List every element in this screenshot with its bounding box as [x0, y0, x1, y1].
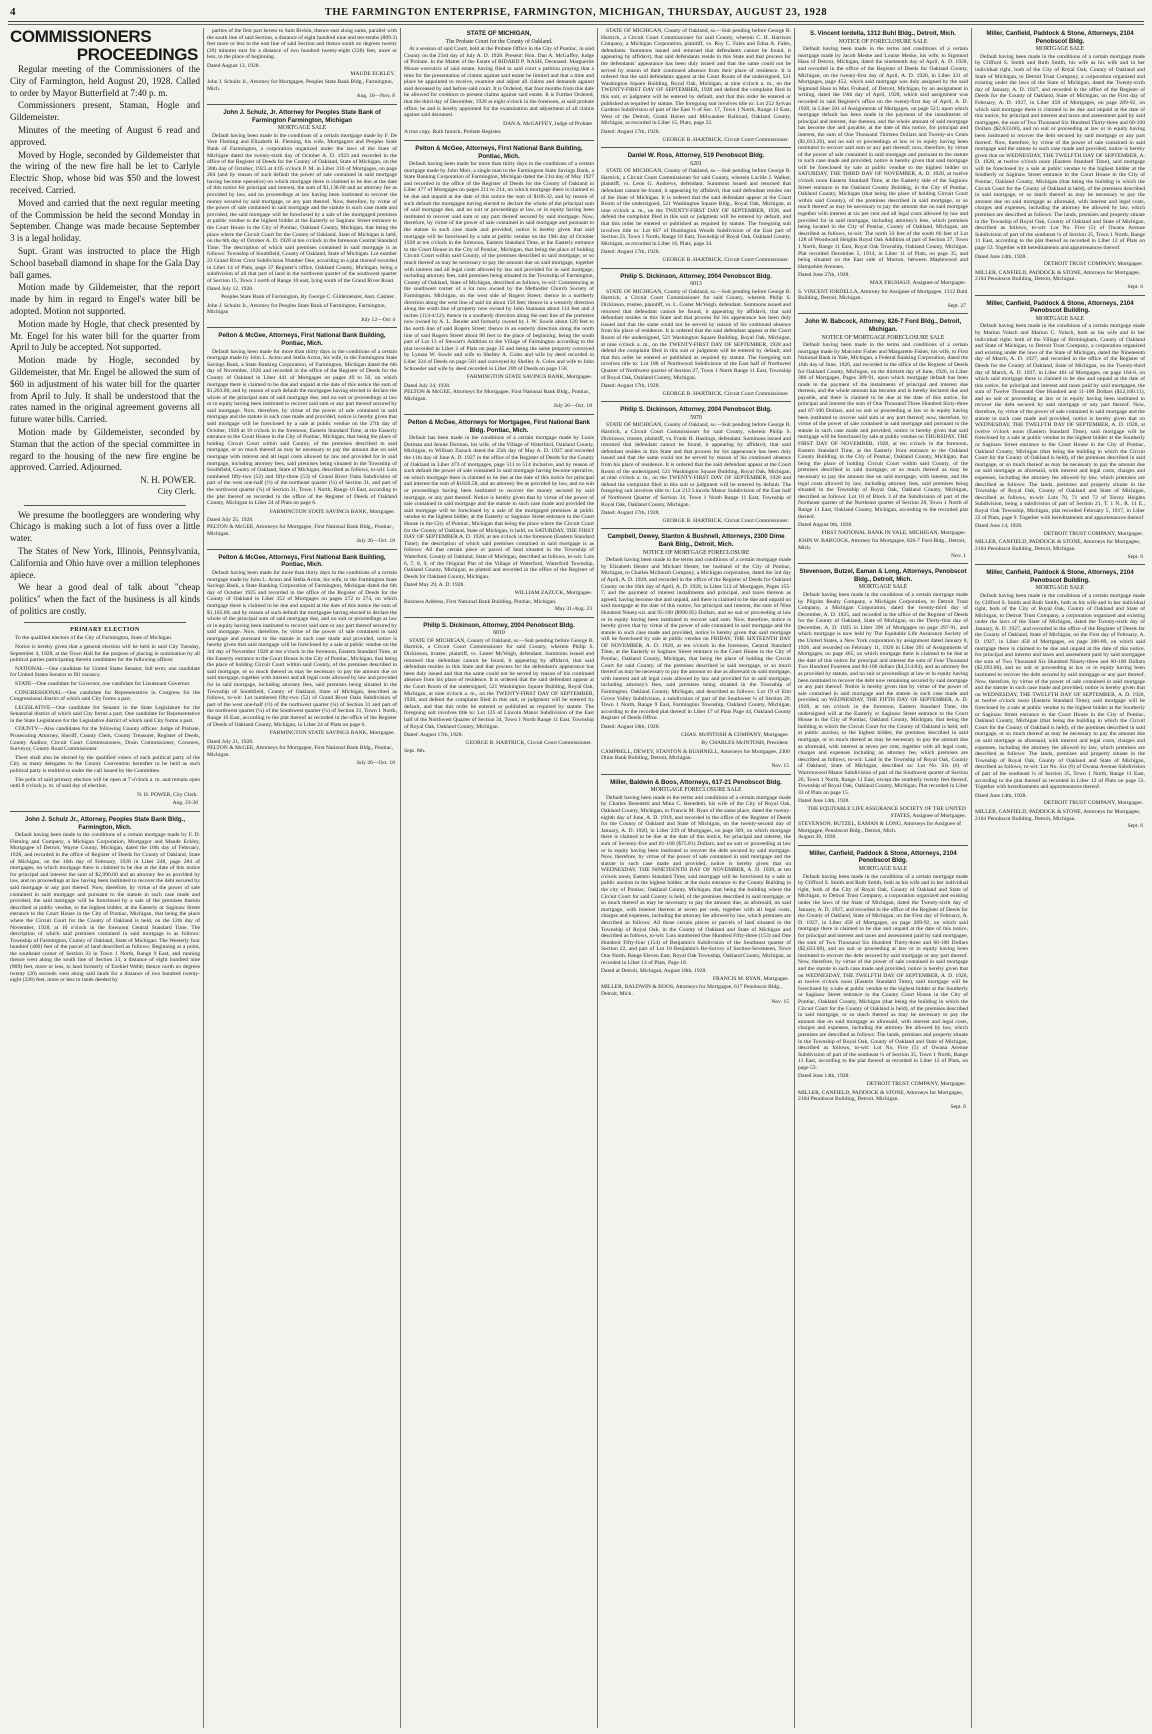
run-dates: July 12—Oct 4: [360, 316, 395, 323]
notice-attorney: John J. Schultz Jr., Attorney for Peoples State Bank of Farmington, Farmington, Michigan: [207, 302, 386, 316]
divider: [207, 549, 397, 550]
column-4: [601, 28, 791, 1728]
notice-title: NOTICE OF MORTGAGE FORECLOSURE: [642, 549, 750, 556]
notice-body: Default having been made in the conditions of a certain mortgage made by F. D. Fleming and Company, a Michigan Corporation, Mortgagor and Maude Eckley, Mortgagee of Detroit, Wayne County, Michigan, dated the 10th day of February, 1928, and recorded in the office of Register of Deeds for County of Oakland, State of Michigan, on the 16th day of February, 1928 in Liber 248, page 284 of mortgages, on which mortgage there is claimed to be due at the date of this notice for principal and interest the sum of $2,990.60 and an attorney fee as provided by law, and no proceedings at law having been instituted to recover the debt secured by said mortgage or any part thereof. Now, therefore, by virtue of the power of sale contained in said mortgage and pursuant to the statute in such case made and provided, the said mortgage will be foreclosed by a sale of the premises therein described at public vendue, to the highest bidder, at the Easterly or Saginaw Street entrance to the Court House in the City of Pontiac, Michigan, that being the place where the Circuit Court for the County of Oakland is held, on the 12th day of November, 1928, at 10 o'clock in the forenoon Central Standard Time. The description of which said premises contained in said mortgage is as follows: Township of Farmington, County of Oakland, State of Michigan: The Westerly four hundred (400) feet of the parcel of land described as follows: Beginning at a point, the southeast corner of Section 33 in Town 1 North, Range 9 East, and running thence west along the south line of Section 33, a distance of eight hundred nine (809) feet, more or less, to land formerly of Ezekiel Webb; thence north no degrees twenty (20) seconds west along said lands for a distance of two hundred twenty-eight (228) feet, more or less to lands deeded by: [10, 832, 200, 984]
divider: [207, 327, 397, 328]
notice-body: Default having been made for more than thirty days in the conditions of a certain mortgage made by John Moir, a single man to the Farmington State Savings Bank, a State Banking Corporation of Farmington, Michigan dated the 21st day of May 1927 and recorded in the office of the Register of Deeds for the County of Oakland in Liber 477 of Mortgages on pages 211 to 214, on which mortgage there is claimed to be due and unpaid at the date of this notice the sum of $166.32, and by reason of such default the mortgagee having elected to declare the whole of the principal sum of said mortgage due, and no suit or proceedings at law, or in equity having been instituted to recover said sum or any part thereof secured by said mortgage. Now, therefore, by virtue of the power of sale contained in said mortgage and pursuant to the statute in such case made and provided, notice is hereby given that said mortgage will be foreclosed by a sale at public vendue on the 19th day of October 1928 at ten o'clock in the forenoon, Eastern Standard Time, at the Easterly entrance to the Court House in the City of Pontiac, Michigan, that being the place of holding Circuit Court within said County, of the premises described in said mortgage, or so much thereof as may be necessary to pay the amount due on said mortgage, together with interest and all legal costs allowed by law and provided for in said mortgage, including attorney fees, said premises being situated in the Township of Farmington, County of Oakland, State of Michigan, described as follows, to-wit: Commencing at the southwest corner of a lot now owned by the Methodist Church Society of Farmington, Michigan, on the west side of Rogers Street; thence in a northerly direction along the west line of said lot about 150 feet; thence in a westerly direction along the south line of property now owned by John Stamann about 114 feet and 4 inches (114-4/12); thence in a southerly direction along the east line of the premises now owned by A. L. Beuder and formerly owned by J. W. Sowle about 120 feet to the north line of said Rogers Street; thence in an easterly direction along the north line of said Rogers Street about 98 feet to the place of beginning, being the south part of Lot 13 of Stewart's Addition to the Village of Farmington according to the plat recorded in Liber 2 of Plats on page 35 and being the same property conveyed by Lyman W. Sowle and wife to Shelley A. Coles and wife by deed recorded in Liber 324 of Deeds on page 581 and conveyed by Shelley A. Coles and wife to John Schroeder and wife by deed recorded in Liber 289 of Deeds on page 158.: [404, 161, 594, 372]
notice-signer: MAUDE ECKLEY.: [350, 70, 395, 77]
notice-body: Default having been made for more than thirty days in the conditions of a certain mortgage made by John L. Acton and Stella Acton, his wife, to the Farmington State Savings Bank, a State Banking Corporation of Farmington, Michigan dated the 6th day of October 1925 and recorded in the office of the Register of Deeds for the County of Oakland in Liber 352 of Mortgages on pages 272 to 274, on which mortgage there is claimed to be due and unpaid at the date of this notice the sum of $1,105.00, and by reason of such default the mortgagee having elected to declare the whole of the principal sum of said mortgage due, and no suit or proceedings at law or in equity having been instituted to recover said sum or any part thereof secured by said mortgage. Now, therefore, by virtue of the power of sale contained in said mortgage and pursuant to the statute in such case made and provided, notice is hereby given that said mortgage will be foreclosed by a sale at public vendue on the 3rd day of November 1928 at ten o'clock in the forenoon, Eastern Standard Time, at the Easterly entrance to the Court House in the City of Pontiac, Michigan, that being the place of holding Circuit Court within said County, of the premises described in said mortgage, or so much thereof as may be necessary to pay the amount due on said mortgage, together with interest and all legal costs allowed by law and provided for in said mortgage, including attorney fees, said premises being situated in the Township of Southfield, County of Oakland, State of Michigan, described as follows, to-wit: Lot numbered fifty-two (52) of Grand River Oaks Subdivision of part of the west one-half (½) of the northwest quarter (¼) of Section 31 and part of the northwest quarter (¼) of the Southwest quarter (¼) of Section 31, Town 1 North, Range 10 East, according to the plat thereof as recorded in the office of the Register of Deeds of Oakland County, Michigan, in Liber 24 of Plats on page 6.: [207, 569, 397, 728]
masthead-rule: [8, 24, 1144, 25]
run-dates: Nov. 1: [951, 552, 966, 559]
run-dates: Sept. 6: [1127, 283, 1143, 290]
column-rule: [203, 28, 204, 1728]
notice-attorney: PELTON & McGEE, Attorneys for Mortgagee, First National Bank Bldg., Pontiac, Michigan.: [404, 389, 590, 402]
notice-heading: Miller, Canfield, Paddock & Stone, Attorneys, 2104 Penobscot Bldg.: [986, 30, 1134, 45]
notice-heading: Philip S. Dickinson, Attorney, 2004 Penobscot Bldg.: [620, 406, 772, 414]
notice-signer: FARMINGTON STATE SAVINGS BANK, Mortgagee.: [269, 508, 395, 515]
notice-signer: DETROIT TRUST COMPANY, Mortgagee.: [1043, 800, 1143, 807]
notice-attorney: CAMPBELL, DEWEY, STANTON & BUSHNELL, Attorneys for Mortgagee, 2300 Dime Bank Building, Detroit, Michigan.: [601, 748, 790, 762]
divider: [404, 414, 594, 415]
column-2: [207, 28, 397, 1728]
notice-signer: DETROIT TRUST COMPANY, Mortgagee.: [1043, 261, 1143, 268]
election-paragraph: Notice is hereby given that a general election will be held in said City Tuesday, September 4, 1928, at the Town Hall for the purpose of placing in nomination by all political parties participating therein candidates for the following offices:: [10, 643, 200, 664]
notice-dated: Dated July 21, 1928.: [207, 738, 254, 745]
notice-dated: Dated: August 17th, 1928.: [601, 383, 660, 390]
divider: [24, 622, 186, 623]
notice-body: STATE OF MICHIGAN, County of Oakland, ss.—Suit pending before George B. Hartrick, a Circuit Court Commissioner for said County, wherein Lucille J. Walker, plaintiff, vs. Leon G. Andrews, defendant. Summons issued and returned that defendant cannot be found, it appearing by affidavit, that said defendant resides out of the State of Michigan. It is ordered that the said defendant appear at the Court Room of the undersigned, 521 Washington Square Bldg., Royal Oak, Michigan, at nine o'clock a. m., on the TWENTY-FIRST DAY OF SEPTEMBER, 1928, and defend the complaint filed in this suit or judgment will be entered by default, and that this order be entered or published as required by statute. The foregoing suit involves title to: Lot 667 of Huntington Woods Subdivision of the East part of Section 23, Town 1 North, Range 10 East, Township of Royal Oak, Oakland County, Michigan, as recorded in Liber 16, Plats, page 34.: [601, 168, 791, 247]
election-paragraph: STATE—One candidate for Governor, one candidate for Lieutenant Governor.: [15, 680, 191, 687]
election-heading: PRIMARY ELECTION: [70, 626, 140, 633]
notice-body: STATE OF MICHIGAN, County of Oakland, ss.—Suit pending before George B. Hartrick, a Circuit Court Commissioner for said County, wherein Philip S. Dickinson, trustee, plaintiff, vs. Lester McVeigh, defendant. Summons issued and returned that defendant cannot be found, it appearing by affidavit, that said defendant resides in this State and that process for the defendant's appearance has been duly issued and that the same could not be served by reason of his continued absence from his place of residence. It is ordered that the said defendant appear at the Court Room of the undersigned, 521 Washington Square Building, Royal Oak, Michigan, at nine o'clock a. m., on the TWENTY-FIRST DAY OF SEPTEMBER, 1928, and defend the complaint filed in this suit, or judgment will be entered by default, and that this order be entered or published as required by statute. The foregoing suit involves title to: Lot 125 of Lincoln Manor Subdivision of the East half of the Northwest Quarter of Section 34, Town 1 North Range 11 East, Township of Royal Oak, Oakland County, Michigan.: [404, 637, 594, 730]
proceedings-paragraph: Supt. Grant was instructed to place the High School baseball diamond in shape for the Gala Day ball games.: [10, 245, 200, 280]
proceedings-paragraph: Commissioners present, Staman, Hogle and Gildemeister.: [10, 100, 200, 123]
notice-signer: FIRST NATIONAL BANK IN YALE, MICHIGAN, Mortgagee.: [821, 529, 966, 536]
divider: [798, 845, 968, 846]
divider: [601, 147, 791, 148]
notice-dated: Dated June 14th, 1928.: [798, 798, 850, 805]
column-rule: [400, 28, 401, 1728]
notice-signer: GEORGE B. HARTRICK, Circuit Court Commissioner.: [662, 517, 789, 524]
column-rule: [597, 28, 598, 1728]
run-dates: May 31-Aug. 23: [554, 606, 592, 613]
editorial-paragraph: We presume the bootleggers are wondering why Chicago is making such a lot of fuss over a little water.: [10, 509, 200, 544]
notice-body: At a session of said Court, held at the Probate Office in the City of Pontiac, in said County on the 23rd day of July A. D. 1928. Present: Hon. Dan A. McGaffey, Judge of Probate. In the Matter of the Estate of RIDARD P. NASH, Deceased. Marguerite Moore executrix of said estate, having filed in said court a petition praying that a time for the presentation of claims against said estate be limited and that a time and place be appointed to receive, examine and adjust all claims and demands against said deceased by and before said court. It is Ordered, that four months from this date be allowed for creditors to present claims against said estate. It is Further Ordered, that the third day of December, 1928 at eight o'clock in the forenoon, at said probate office, be and is hereby appointed for the examination and adjustment of all claims against said deceased.: [404, 46, 594, 119]
notice-heading: Pelton & McGee, Attorneys, First National Bank Building, Pontiac, Mich.: [415, 144, 583, 160]
run-dates: Sept. 6: [1127, 823, 1143, 830]
notice-heading: Philip S. Dickinson, Attorney, 2004 Penobscot Bldg.: [423, 621, 575, 629]
run-dates: Aug. 23-30: [172, 800, 198, 807]
notice-body: Default having been made for more than thirty days in the conditions of a certain mortgage made by John L. Acton and Stella Acton, his wife, to the Farmington State Savings Bank, a State Banking Corporation, of Farmington, Michigan dated the 6th day of November, 1926 and recorded in the office of the Register of Deeds for the County of Oakland in Liber 441 of Mortgages on pages 49 to 50, on which mortgage there is claimed to be due and unpaid at the date of this notice the sum of $1,203.00, and by reason of such default the mortgagee having elected to declare the whole of the principal sum of said mortgage due, and no suit or proceedings at law or in equity having been instituted to recover said sum or any part thereof secured by said mortgage. Now, therefore, by virtue of the power of sale contained in said mortgage and the statute in such case made and provided, notice is hereby given that said mortgage will be foreclosed by a sale at public vendue on the 27th day of October, 1928 at 10 o'clock in the forenoon, Eastern Standard Time, at the Easterly entrance to the Court House in the City of Pontiac, Michigan, that being the place of holding Circuit Court within said County, of the premises described in said mortgage, or so much thereof as may be necessary to pay the amount due on said mortgage with interest and all legal costs allowed by law and provided for in said mortgage, including attorney fees, said premises being situated in the Township of Southfield, County of Oakland, State of Michigan, described as follows, to-wit: Lots numbered fifty-two (52) and fifty-three (53) of Grand River Oaks Subdivision of part of the west one-half (½) of the northeast quarter (¼) of Section 31, and part of the northwest quarter (¼) of Section 31, Town 1 North, Range 10 East, according to the plat thereof as recorded in the office of the Register of Deeds of Oakland County, Michigan in Liber 24 of Plats on page 6.: [207, 348, 397, 507]
notice-attorney: JOHN W. BABCOCK, Attorney for Mortgagee, 826-7 Ford Bldg., Detroit, Mich.: [798, 538, 966, 551]
notice-signer: DETROIT TRUST COMPANY, Mortgagee.: [866, 1081, 966, 1088]
proceedings-paragraph: Moved and carried that the next regular meeting of the Commission be held the second Monday in September. Change was made because September 3 is a legal holiday.: [10, 197, 200, 244]
run-dates: July 26—Oct. 18: [553, 403, 592, 410]
masthead: [8, 4, 1144, 22]
notice-body: Default having been made in the conditions of a certain mortgage made by F. De Vere Fleming and Elizabeth H. Fleming, his wife, Mortgagors and Peoples State Bank of Farmington, a corporation organized under the laws of the State of Michigan dated the twenty-sixth day of October A. D. 1923 and recorded in the office of the Register of Deeds for the County of Oakland, State of Michigan, on the 30th day of October, 1923 at 4:05 o'clock P. M. in Liber 316 of Mortgages, on page 204 (and by reason of such default the power of sale contained in said mortgage having become operative) on which mortgage there is claimed to be due at the date of this notice for principal and interest, the sum of $1,138.60 and an attorney fee as provided by law, and no proceedings at law having been instituted to recover the money secured by said mortgage, or any part thereof. Now, therefore, by virtue of the power of sale contained in said mortgage and the statute in such case made and provided, the said mortgage will be foreclosed by a sale of the mortgaged premises at public vendue to the highest bidder at the Easterly or Saginaw Street entrance to the Court House in the City of Pontiac, Oakland County, Michigan, that being the place where the Circuit Court for the County of Oakland, State of Michigan is held, on the 6th day of October A. D. 1928 at ten o'clock in the forenoon Central Standard Time. The description of which said premises contained in said mortgage is as follows: Township of Southfield, County of Oakland, State of Michigan. Lot number 23 Grand River Crest Subdivision Number One, according to a plat thereof recorded in Liber 14 of Plats, page 37 Register's office, Oakland County, Michigan, being a subdivision of all that part of land in the northwest quarter of the southwest quarter of Section 15, Town 1 north of Range 10 east, lying south of the Grand River Road.: [207, 132, 397, 284]
notice-body: Default has been made in the conditions of a certain mortgage made by Louis Dorman and Jennie Dorman, his wife, of the Village of Waterford, Oakland County, Michigan, to William Zazuck dated the 25th day of May A. D. 1927 and recorded the 11th day of June A. D. 1927 in the office of the Register of Deeds for the County of Oakland in Liber 473 of mortgages, page 511 to 514 inclusive, and by reason of such default the power of sale contained in said mortgage having become operative, on which mortgage there is claimed to be due at the date of this notice for principal and interest the sum of $1826.58, and an attorney fee as provided by law, and no suit or proceedings having been instituted to recover the money secured by said mortgage, or any part thereof. Notice is hereby given that by virtue of the power of sale contained in said mortgage and the statute in such case made and provided the said mortgage will be foreclosed by a sale of the mortgaged premises at public vendue to the highest bidder, at the Easterly or Saginaw Street entrance to the Court House in the City of Pontiac, Michigan that being the place where the Circuit Court for the County of Oakland, State of Michigan, is held, on SATURDAY, THE FIRST DAY OF SEPTEMBER A. D. 1928, at ten o'clock in the forenoon (Eastern Standard Time); the description of which said premises contained in said mortgage is as follows: All that certain piece or parcel of land situated in the Township of Waterford, County of Oakland, State of Michigan, described as follows, to-wit: Lots 6, 7, 8, 9, of the Original Plat of the Village of Waterford, Waterford Township, Oakland County, Michigan, as platted and recorded in the office of the Register of Deeds for Oakland County, Michigan.: [404, 435, 594, 580]
notice-signer: CHAS. McINTOSH & COMPANY, Mortgagee.: [681, 731, 789, 738]
notice-heading: John J. Schulz Jr., Attorney, Peoples State Bank Bldg., Farmington, Mich.: [24, 816, 186, 831]
notice-attorney: Business Address, First National Bank Building, Pontiac, Michigan.: [404, 598, 557, 605]
notice-dated: Dated June 14th, 1928.: [798, 1073, 850, 1080]
notice-heading: John W. Babcock, Attorney, 826-7 Ford Bldg., Detroit, Michigan.: [804, 318, 962, 333]
notice-dated: Dated at Detroit, Michigan, August 18th, 1928.: [601, 968, 707, 975]
notice-signer: Peoples State Bank of Farmington, By George C. Gildemeister, Asst. Cashier.: [221, 293, 395, 300]
notice-dated: Dated June 14th, 1928.: [975, 253, 1027, 260]
notice-title: MORTGAGE SALE: [1035, 585, 1085, 592]
notice-attorney: MILLER, CANFIELD, PADDOCK & STONE, Attorneys for Mortgagee, 2104 Penobscot Building, Detroit, Michigan.: [975, 808, 1141, 822]
column-1: [10, 28, 200, 1728]
election-paragraph: To the qualified electors of the City of Farmington, State of Michigan.: [15, 635, 173, 642]
column-rule: [971, 28, 972, 1728]
notice-body: Default having been made in the terms and conditions of a certain mortgage made by Charles Benedetti and Mina C. Benedetti, his wife of the City of Royal Oak, Oakland County, Michigan, to Francis M. Ryan of the same place, dated the twenty-eighth day of June, A. D. 1919, and recorded in the office of the Register of Deeds for the County of Oakland and State of Michigan, on the twenty-second day of January, A. D. 1920, in Liber 239 of Mortgages, on page 309, on which mortgage there is claimed to be due at the date of this notice, for principal and interest, the sum of Seventy-five and 81-100 ($75.81) Dollars, and no suit or proceeding at law or in equity having been instituted to recover the debt secured by said mortgage. Now, therefore, by virtue of the power of sale contained in said mortgage and the statute in such case made and provided, notice is hereby given that on WEDNESDAY, THE NINETEENTH DAY OF NOVEMBER, A. D. 1928, at ten o'clock noon, Eastern Standard Time, said mortgage will be foreclosed by a sale at public auction to the highest bidder, at the main entrance to the County Building in the city of Pontiac, Oakland County, Michigan, that being the building where the Circuit Court for said County is held, of the premises described in said mortgage, or so much thereof as may be necessary to pay the amount due, as aforesaid, on said mortgage, with interest thereon at seven per cent, together with all legal costs, charges and expenses, including the attorney fee allowed by law, which premises are described as follows: All those certain pieces or parcels of land situated in the Township of Royal Oak, in the County of Oakland and State of Michigan and described as follows, to-wit: Lots numbered One Hundred Fifty-three (153) and One Hundred Fifty-four (154) of Benjamin's Subdivision of the Southeast quarter of Section 22, and part of Lot 10 Benjamin's Re-Survey of Section-Seventeen, Town One North, Range Eleven East, Royal Oak Township, Oakland County, Michigan, as recorded in Liber 14 of Plats, Page 18.: [601, 794, 791, 966]
divider: [10, 811, 200, 812]
notice-subheading: The Probate Court for the County of Oakland.: [445, 38, 553, 45]
notice-heading: Campbell, Dewey, Stanton & Bushnell, Attorneys, 2300 Dime Bank Bldg., Detroit, Mich.: [607, 533, 785, 548]
run-dates: July 26—Oct. 18: [356, 759, 395, 766]
notice-body: Default having been made in the terms and conditions of a certain mortgage made by Malcolm Fisher and Margarette Fisher, his wife, to First National Bank in Yale, Michigan, a Federal Banking Corporation, dated the 16th day of June, 1926, and recorded in the office of the Register of Deeds for Oakland County, Michigan, on the thirtieth day of June, 1926, in Liber 386 of Mortgages, Pages 389-91, upon which mortgage default has been made in the payment of the instalments of principal and interest due thereon, and the whole amount has become and is hereby declared due and payable, and there is claimed to be due at the date of this notice, for principal and interest the sum of One Thousand Three Hundred Sixty-three and 67-100 Dollars, and no suit or proceeding at law or in equity having been instituted to recover said sum or any part thereof; now, therefore, by virtue of the power of sale contained in said mortgage and pursuant to the statute in such case made and provided, notice is hereby given that said mortgage will be foreclosed by sale at public vendue on THURSDAY, THE FIRST DAY OF NOVEMBER, 1928, at ten o'clock in the forenoon, Eastern Standard Time, at the Easterly front entrance to the Oakland County Building, in the City of Pontiac, Oakland County, Michigan, that being the place of holding Circuit Court within said County, of the premises described in said mortgage, or so much thereof as may be necessary to pay the amount due on said mortgage, with interest, and the legal costs allowed by law, including attorney fees, said premises being situated in the Township of Royal Oak, Oakland County, Michigan, described as follows: Lot 10 of Block 3 of the Subdivision of part of the Northeast quarter of the Northeast quarter of Section 28, Town 1 North of Range 11 East, Oakland County, Michigan, according to the recorded plat thereof.: [798, 342, 968, 520]
divider: [404, 140, 594, 141]
notice-title: NOTICE OF FORECLOSURE SALE: [838, 38, 928, 45]
notice-heading: Daniel W. Ross, Attorney, 519 Penobscot Bldg.: [627, 152, 765, 160]
election-paragraph: LEGISLATIVE—One candidate for Senator in the State Legislature for the Senatorial district of which said City forms a part. One candidate for Representative in the State Legislature for the Legislative district of which said City forms a part.: [10, 704, 200, 724]
notice-dated: Dated: August 17th, 1928.: [601, 249, 660, 256]
notice-signer: GEORGE B. HARTRICK, Circuit Court Commissioner.: [662, 257, 789, 263]
notice-heading: STATE OF MICHIGAN,: [466, 30, 532, 37]
notice-body: Default having been made in the conditions of a certain mortgage made by Clifford S. Smith and Ruth Smith, both as his wife and in her individual right, both of the City of Royal Oak, County of Oakland and State of Michigan, to Detroit Trust Company, a corporation organized and existing under the laws of the State of Michigan, dated the Twenty-sixth day of January, A. D. 1927, and recorded in the office of the Register of Deeds for the County of Oakland, State of Michigan, on the First day of February, A. D. 1927, in Liber 458 of Mortgages, on page 289-92, on which said mortgage there is claimed to be due and unpaid at the date of this notice, for principal and interest and taxes and assessment paid by said mortgagee, the sum of Two Thousand Six Hundred Thirty-three and 60-100 Dollars ($2,633.60), and no suit or proceeding at law or in equity having been instituted to recover the debt secured by said mortgage or any part thereof. Now, therefore, by virtue of the power of sale contained in said mortgage and the statute in such case made and provided, notice is hereby given that on WEDNESDAY, THE TWELFTH DAY OF SEPTEMBER, A. D. 1928, at twelve o'clock noon (Eastern Standard Time), said mortgage will be foreclosed by a sale at public vendue to the highest bidder at the Southerly or Saginaw Street entrance to the County Court House in the City of Pontiac, Oakland County, Michigan (that being the building in which the Circuit Court for the County of Oakland is held), of the premises described in said mortgage, or so much thereof as may be necessary to pay the amount due on said mortgage as aforesaid, with interest and legal costs, charges and expenses, including the attorney fee allowed by law, which premises are described as follows: The lands, premises and property situate in the Township of Royal Oak, County of Oakland and State of Michigan, described as follows, to-wit: Lot No. Five (5) of Owana Avenue Subdivision of part of the southeast ¼ of Section 35, Town 1 North, Range 11 East, according to the plat thereof as recorded in Liber 12 of Plats, on page 53.: [798, 873, 968, 1071]
notice-attorney: STEVENSON, BUTZEL, EAMAN & LONG, Attorneys for Assignee of Mortgagee, Penobscot Bldg., Detroit, Mich.: [798, 821, 961, 834]
notice-title: NOTICE OF MORTGAGE FORECLOSURE SALE: [821, 334, 945, 341]
headline-proceedings: PROCEEDINGS: [76, 45, 198, 64]
election-paragraph: The polls of said primary election will be open at 7 o'clock a. m. and remain open until 8 o'clock p. m. of said day of election.: [10, 776, 200, 790]
divider: [798, 313, 968, 314]
notice-attorney: John J. Schultz Jr., Attorney for Mortgagee, Peoples State Bank Bldg., Farmington, Mich.: [207, 79, 394, 92]
notice-title: MORTGAGE SALE: [858, 866, 908, 873]
notice-body: Default having been made in the terms and conditions of a certain mortgage made by Jacob Meske and Louise Meske, his wife, to Sigmund Hass of Detroit, Michigan, dated the nineteenth day of April, A. D. 1928, and recorded in the office of the Register of Deeds for Oakland County, Michigan, on the twenty-first day of April, A. D. 1928, in Liber 331 of Mortgages, page 452, which said mortgage was duly assigned by the said Sigmund Hass to Max Fruhauf, of Detroit, Michigan, by an assignment in writing, dated the 19th day of April, 1928, which said assignment was recorded in said Register's office on the twenty-first day of April, A. D. 1928, in Liber 501 of Assignments of Mortgages, on page 521; upon which mortgage default has been made in the payment of the instalments of principal and interest, due thereon, and the whole amount of said mortgage has become due and payable, at the date of this notice, for principal and interest, the sum of One Thousand Thirteen Dollars and Twenty-six Cents ($1,013.26), and no suit or proceedings at law or in equity having been instituted to recover said sum or any part thereof; now, therefore, by virtue of the power of sale contained in said mortgage and pursuant to the statute in such case made and provided, notice is hereby given that said mortgage will be foreclosed by sale at public vendue to the highest bidder on SATURDAY, THE THIRD DAY OF NOVEMBER, A. D. 1928, at twelve o'clock noon Eastern Standard Time, at the Easterly side of the Saginaw Street entrance to the Oakland County Building, in the City of Pontiac, Oakland County, Michigan (that being the place of holding Circuit Court within said County), of the premises described in said mortgage, or so much thereof as may be necessary to pay the amount due on said mortgage together with interest at six per cent and all legal costs allowed by law and provided for in said mortgage, including attorney's fees, which premises being located in the City of Pontiac, County of Oakland, Michigan, are described as follows, to-wit: The north 33 feet of the south 66 feet of Lot 128 of Woodward Heights Royal Oak Addition of part of Section 27, Town 1 North, Range 11 East, Royal Oak Township, Oakland County, Michigan. Plat recorded December 5, 1914, in Liber 11 of Plats, on page 35, and being situated on the East side of Morton, between Maplewood and Hampshire Avenues.: [798, 46, 968, 270]
divider: [601, 268, 791, 269]
run-dates: August 30, 1928.: [798, 834, 837, 841]
notice-attorney: MILLER, CANFIELD, PADDOCK & STONE, Attorneys for Mortgagee, 2104 Penobscot Building, Detroit, Michigan.: [798, 1089, 964, 1103]
notice-signer: MAX FRUHAUF, Assignee of Mortgagee.: [869, 279, 966, 286]
notice-dated: Dated: August 17th, 1928.: [601, 510, 660, 517]
newspaper-title: THE FARMINGTON ENTERPRISE, FARMINGTON, MICHIGAN, THURSDAY, AUGUST 23, 1928: [324, 7, 828, 18]
divider: [404, 617, 594, 618]
proceedings-paragraph: Motion made by Hogle, seconded by Gildemeister, that Mr. Engel be allowed the sum of $60 in adjustment of his water bill for the quarter from April to July. It shall be understood that the rates named in the original agreement governs all future water bills. Carried.: [10, 355, 200, 425]
notice-heading: Miller, Canfield, Paddock & Stone, Attorneys, 2104 Penobscot Building.: [986, 299, 1134, 315]
notice-dated: Dated June 14, 1928.: [975, 523, 1023, 530]
notice-attorney: MILLER, CANFIELD, PADDOCK & STONE, Attorneys for Mortgagee, 2104 Penobscot Building, Detroit, Michigan.: [975, 269, 1141, 283]
notice-attorney: MILLER, BALDWIN & BOOS, Attorneys for Mortgagee, 617 Penobscot Bldg., Detroit, Mich.: [601, 984, 782, 997]
notice-signer: GEORGE B. HARTRICK, Circuit Court Commissioner.: [662, 136, 789, 143]
notice-signer: By CHARLES McINTOSH, President.: [701, 740, 789, 747]
notice-attorney: S. VINCENT IORDELLA, Attorney for Assignee of Mortgagee, 1312 Buhl Building, Detroit, Michigan.: [798, 288, 968, 302]
notice-attorney: PELTON & McGEE, Attorneys for Mortgagee, First National Bank Bldg., Pontiac, Michigan.: [207, 745, 393, 758]
notice-heading: Miller, Baldwin & Boos, Attorneys, 617-21 Penobscot Bldg.: [610, 778, 782, 786]
notice-attest: A true copy. Ruth Inmick, Probate Register.: [404, 129, 502, 136]
notice-number: 6201: [690, 160, 702, 167]
notice-signer: WILLIAM ZAZUCK, Mortgagee.: [514, 589, 592, 596]
run-dates: July 26—Oct. 18: [356, 538, 395, 545]
notice-body: Default having been made in the conditions of a certain mortgage made by Pilgrim Realty Company, a Michigan Corporation, to Detroit Trust Company, a Michigan Corporation, dated the twenty-third day of December, A. D. 1925, and recorded in the office of the Register of Deeds for the County of Oakland, State of Michigan, on the Thirty-first day of December, A. D. 1925 in Liber 396 of Mortgages on page 297-91, and which mortgage is now held by The Equitable Life Assurance Society of the United States, a New York corporation by assignment dated January 8, 1926, and recorded on February 11, 1926 in Liber 201 of Assignments of Mortgages, on page 465, on which mortgage there is claimed to be due at the date of this notice for principal and interest the sum of Four Thousand Two Hundred Fourteen and 84-100 dollars ($4,214.84), and an attorney fee as provided by statute, and no suit or proceedings at law or in equity having been instituted to recover the debt now remaining secured by said mortgage or any part thereof. Notice is hereby given that by virtue of the power of sale contained in said mortgage and the statute in such case made and provided, on WEDNESDAY, THE FIFTH DAY OF SEPTEMBER, A. D. 1928, at ten o'clock in the forenoon, Eastern Standard Time, the undersigned will at the Easterly or Saginaw Street entrance to the Court House in the City of Pontiac, Oakland County, Michigan, that being the building in which the Circuit Court for the County of Oakland is held, sell at public auction, to the highest bidder, the premises described in said mortgage, or so much thereof as may be necessary to pay the amount due as aforesaid, with interest at seven per cent, together with all legal costs, charges and expenses including an attorney fee, which premises are described as follows, to-wit: Land in the Township of Royal Oak, County of Oakland, State of Michigan, described as: Lot No. Six (6) of Warrenwood Manor Subdivision of part of the Southwest quarter of Section 26, Town 1 North, Range 11 East, except the southerly twenty feet thereof, Township of Royal Oak, Oakland County, Michigan, Plat recorded in Liber 33 of Plats on page 15.: [798, 591, 968, 796]
notice-dated: Dated: August 17th, 1928.: [404, 732, 463, 739]
proceedings-paragraph: Motion made by Gildemeister, seconded by Staman that the action of the special committee in regard to the housing of the new fire engine be approved. Carried. Adjourned.: [10, 426, 200, 473]
run-dates: Sept. 27: [947, 302, 966, 309]
notice-title: MORTGAGE SALE: [1035, 46, 1085, 53]
notice-dated: Dated June 14th, 1928.: [975, 792, 1027, 799]
column-3: [404, 28, 594, 1728]
notice-number: 6010: [493, 630, 505, 637]
column-5: [798, 28, 968, 1728]
notice-title: MORTGAGE FORECLOSURE SALE: [650, 787, 742, 794]
notice-title: MORTGAGE SALE: [277, 125, 327, 132]
election-signature: N. H. POWER, City Clerk.: [137, 791, 198, 798]
notice-title: MORTGAGE SALE: [858, 584, 908, 591]
notice-heading: Pelton & McGee, Attorneys for Mortgagee, First National Bank Bldg. Pontiac, Mich.: [408, 419, 590, 434]
notice-title: MORTGAGE SALE: [1035, 315, 1085, 322]
notice-signer: DETROIT TRUST COMPANY, Mortgagee.: [1043, 530, 1143, 537]
proceedings-paragraph: Motion made by Hogle, that check presented by Mr. Engel for his water bill for the quarter from April to July be accepted. Not supported.: [10, 318, 200, 353]
proceedings-body: [10, 64, 200, 474]
notice-heading: Miller, Canfield, Paddock & Stone, Attorneys, 2104 Penobscot Bldg.: [809, 849, 957, 865]
divider: [207, 104, 397, 105]
column-rule: [794, 28, 795, 1728]
notice-signer: FARMINGTON STATE SAVINGS BANK, Mortgagee.: [269, 730, 395, 737]
notice-dated: Dated August 9th, 1928.: [798, 522, 853, 529]
notice-attorney: PELTON & McGEE, Attorneys for Mortgagee, First National Bank Bldg., Pontiac, Michigan.: [207, 523, 393, 537]
notice-signer: FARMINGTON STATE SAVINGS BANK, Mortgagee.: [466, 374, 592, 381]
proceedings-paragraph: Regular meeting of the Commissioners of the City of Farmington, held August 20, 1928. Called to order by Mayor Butterfield at 7:40 p. m.: [10, 64, 200, 98]
notice-dated: Dated July 12, 1928.: [207, 286, 254, 293]
run-dates: Nov. 15: [771, 998, 789, 1005]
proceedings-paragraph: Minutes of the meeting of August 6 read and approved.: [10, 124, 200, 147]
notice-number: 5970: [690, 414, 702, 421]
notice-body: STATE OF MICHIGAN, County of Oakland, ss.—Suit pending before George B. Hartrick, a Circuit Court Commissioner for said County, wherein C. H. Harrison Company, a Michigan Corporation, plaintiff, vs. Roy C. Fales and Edna A. Fales, defendants. Summons issued and returned that defendants cannot be found, it appearing by affidavit, that said defendants reside in this State and that process for the defendants' appearance has been duly issued and that the same could not be served by reason of their continued absence from their place of residence. It is ordered that the said defendants appear at the Court Room of the undersigned, 521 Washington Square Building, Royal Oak, Michigan, at nine o'clock a. m., on the TWENTY-FIRST DAY OF SEPTEMBER, 1928 and defend the complaint filed in this suit, or judgment will be entered by default, and that this order be entered or published as required by statute. The foregoing suit involves title to: Lot 252 Sylvan Gardens Subdivision of part of the East ½ of Sec. 17, Town 1 North, Range 11 East, West of the Detroit, Grand Haven and Milwaukee Railroad, Oakland County, Michigan, as recorded in Liber 15, Plats, page 22.: [601, 28, 791, 127]
notice-dated: Dated May 29, A. D. 1928.: [404, 582, 465, 589]
notice-heading: Pelton & McGee, Attorneys, First National Bank Building, Pontiac, Mich.: [218, 332, 386, 347]
election-paragraph: NATIONAL—One candidate for United States Senator, full term; one candidate for United States Senator to fill vacancy.: [10, 665, 200, 679]
column-6: [975, 28, 1145, 1728]
divider: [601, 401, 791, 402]
headline-commissioners: COMMISSIONERS: [10, 28, 152, 46]
notice-signer: DAN A. McGAFFEY, Judge of Probate: [503, 120, 592, 127]
notice-dated: Dated: August 18th, 1928.: [601, 724, 660, 730]
notice-signer: THE EQUITABLE LIFE ASSURANCE SOCIETY OF THE UNITED STATES, Assignee of Mortgagee.: [807, 805, 966, 819]
notice-body: Default having been made in the conditions of a certain mortgage made by Marion Volsch and Marion C. Volsch, both as his wife and in her individual right; both of the Village of Birmingham, County of Oakland and State of Michigan, to Detroit Trust Company, a corporation organized and existing under the laws of the State of Michigan, dated the Nineteenth day of March, A. D. 1927, and recorded in the office of the Register of Deeds for the County of Oakland, State of Michigan, on the Twenty-third day of March, A. D. 1927, in Liber 461 of Mortgages, on page 164-6, on which said mortgage there is claimed to be due and unpaid at the date of this notice, for principal and interest and taxes paid by said mortgagee, the sum of Twelve Thousand One Hundred and 11-100 Dollars ($12,100.11), and no suit or proceeding at law or in equity having been instituted to recover the debt secured by said mortgage or any part thereof. Now, therefore, by virtue of the power of sale contained in said mortgage and the statute in such case made and provided, notice is hereby given that on WEDNESDAY, THE TWELFTH DAY OF SEPTEMBER, A. D. 1928, at twelve o'clock noon (Eastern Standard Time), said mortgage will be foreclosed by a sale at public vendue to the highest bidder at the Southerly or Saginaw Street entrance to the Court House in the City of Pontiac, Oakland County, Michigan (that being the building in which the Circuit Court for the County of Oakland is held), of the premises described in said mortgage, or so much thereof as may be necessary to pay the amount due on said mortgage as aforesaid, with interest and legal costs, charges and expenses, including the attorney fee allowed by law, which premises are described as follows: The lands, premises and property situate in the Township of Royal Oak, County of Oakland and State of Michigan, described as follows, to-wit: Lots 70, 71 and 72 of Torrey Heights Subdivision, being a subdivision of part of Section 21, T. 1 N., R. 11 E., Royal Oak Township, Michigan, plat recorded February 5, 1917, in Liber 22 of Plats, page 9. Together with hereditaments and appurtenances thereof.: [975, 323, 1145, 521]
clerk-signature-title: City Clerk.: [157, 486, 196, 497]
election-paragraph: CONGRESSIONAL—One candidate for Representative in Congress for the Congressional district of which said City forms a part.: [10, 689, 200, 703]
notice-body: Default having been made in the terms and conditions of a certain mortgage made by Elizabeth Hester and Michael Hester, her husband of the City of Pontiac, Michigan, to Charles McIntosh Company, a Michigan corporation, dated the 3rd day of April, A. D. 1928, and recorded in the office of the Register of Deeds for Oakland County on the 16th day of April, A. D. 1928, in Liber 512 of Mortgages, Pages 155-7, and the payment of interest installments and principal, and taxes thereon as agreed, having become due and unpaid, and there is claimed to be due and unpaid on said mortgage at the date of this notice, for principal and interest, the sum of Nine Hundred Ninety-six and 95-100 ($996.95) Dollars, and no suit or proceeding at law or in equity having been instituted to recover said sum. Now, therefore, notice is hereby given that by virtue of the power of sale contained in said mortgage and the statute in such case made and provided, notice is hereby given that said mortgage will be foreclosed by sale at public vendue on FRIDAY, THE SIXTEENTH DAY OF NOVEMBER, A. D. 1928, at ten o'clock in the forenoon, Central Standard Time, at the Easterly or Saginaw Street entrance to the Court House in the City of Pontiac, Oakland County, Michigan, that being the place of holding the Circuit Court for said County, of the premises described in said mortgage, or so much thereof as may be necessary to pay the amount so due as aforesaid on said mortgage, with interest and all legal costs allowed by law and provided for in said mortgage, including attorney's fees, said premises being situated in the Township of Farmington, Oakland County, Michigan, and described as follows: Lot 19 of Elm Grove Valley Subdivision, a subdivision of part of the Southwest ¼ of Section 29, Town 1 North, Range 9 East, Farmington Township, Oakland County, Michigan, according to the recorded plat thereof in Liber 17 of Plats Page 44, Oakland County Register of Deeds Office.: [601, 557, 791, 722]
notice-body: parties of the first part hereto to Sam Rivkin, thence east along same, parallel with the south line of said Section, a distance of eight hundred nine and ten-tenths (809.3) feet more or less to the east line of said Section and thence south no degrees twenty (20) minutes east for a distance of two hundred twenty-eight (228) feet, more or less, to the place of beginning.: [207, 28, 397, 61]
notice-dated: Dated July 25, 1928.: [207, 517, 254, 524]
proceedings-paragraph: Motion made by Gildemeister, that the report made by him in regard to Engel's water bill be adopted. Motion not supported.: [10, 282, 200, 316]
divider: [975, 295, 1145, 296]
run-dates: Sept. 6th.: [404, 748, 426, 755]
notice-dated: Dated July 24, 1928.: [404, 382, 451, 389]
notice-attorney: MILLER, CANFIELD, PADDOCK & STONE, Attorneys for Mortgagee, 2104 Penobscot Building, Detroit, Michigan.: [975, 539, 1141, 552]
page-number: 4: [10, 6, 16, 18]
notice-heading: Miller, Canfield, Paddock & Stone, Attorneys, 2104 Penobscot Building.: [986, 569, 1134, 584]
notice-dated: Dated: August 17th, 1928.: [601, 128, 660, 135]
divider: [975, 564, 1145, 565]
run-dates: Nov. 15: [771, 762, 789, 769]
notice-heading: John J. Schulz, Jr. Attorney for Peoples State Bank of Farmington Farmington, Michigan: [223, 108, 381, 124]
editorial-paragraph: We hear a good deal of talk about "cheap politics" when the fact of the business is all kinds of politics are costly.: [10, 582, 200, 616]
run-dates: Sept. 6: [1127, 553, 1143, 560]
divider: [798, 563, 968, 564]
election-paragraph: COUNTY—Also candidates for the following County offices: Judge of Probate, Prosecuting Attorney, Sheriff, County Clerk, County Treasurer, Register of Deeds, County Auditor, Circuit Court Commissioners, Drain Commissioner, Coroners, Surveyor, County Road Commissioner.: [10, 726, 200, 753]
notice-heading: Pelton & McGee, Attorneys, First National Bank Building, Pontiac, Mich.: [218, 553, 386, 569]
notice-heading: Stevenson, Butzel, Eaman & Long, Attorneys, Penobscot Bldg., Detroit, Mich.: [799, 568, 967, 583]
notice-body: STATE OF MICHIGAN, County of Oakland, ss.—Suit pending before George B. Hartrick, a Circuit Court Commissioner for said County, wherein Philip S. Dickinson, trustee, plaintiff, vs. Frank H. Hastings, defendant. Summons issued and returned that defendant cannot be found, it appearing by affidavit, that said defendant resides in this State and that process for his appearance has been duly issued and that the same could not be served by reason of his continued absence from his place of residence. It is ordered that the said defendant appear at the Court Room of the undersigned, 521 Washington Square Building, Royal Oak, Michigan, at nine o'clock a. m., on the TWENTY-FIRST DAY OF SEPTEMBER, 1928 and defend the complaint filed in this suit or judgment will be entered by default. The foregoing suit involves title to: Lot 213 Lincoln Manor Subdivision of the East half of Northwest Quarter of Section 34, Town 1 North Range 11 East, Township of Royal Oak, Oakland County, Michigan.: [601, 422, 791, 508]
notice-dated: Dated June 27th, 1928.: [798, 272, 850, 279]
election-paragraph: There shall also be elected by the qualified voters of each political party of the City as many delegates to the County Convention hereafter to be held as such political party is entitled to under the call issued by the Committee.: [10, 754, 200, 775]
editorial-paragraph: The States of New York, Illinois, Pennsylvania, California and Ohio have over a million telephones apiece.: [10, 545, 200, 580]
notice-body: STATE OF MICHIGAN, County of Oakland, ss.—Suit pending before George B. Hartrick, a Circuit Court Commissioner for said County, wherein Philip S. Dickinson, trustee, plaintiff, vs. L. Coster McVeigh, defendant. Summons issued and returned that defendant cannot be found, it appearing by affidavit, that said defendant resides in this State and that process for his appearance has been duly issued and that the same could not be served by reason of his continued absence from his place of residence. It is ordered that the said defendant appear at the Court Room of the undersigned, 521 Washington Square Building, Royal Oak, Michigan, at nine o'clock a. m., on the TWENTY-FIRST DAY OF SEPTEMBER, 1928 and defend the complaint filed in this suit or judgment will be entered by default, and that this order be entered or published as required by statute. The foregoing suit involves title to: Lot 188 of Northwood Subdivision of the East half of Northwest Quarter of Northwest quarter of Section 27, Town 1 North Range 11 East, Township of Royal Oak, Oakland County, Michigan.: [601, 288, 791, 381]
notice-heading: S. Vincent Iordella, 1312 Buhl Bldg., Detroit, Mich.: [809, 30, 956, 37]
notice-dated: Dated August 13, 1928.: [207, 62, 260, 69]
proceedings-paragraph: Moved by Hogle, seconded by Gildemeister that the wiring of the new fire hall be let to Carlyle Electric Shop, whose bid was $50 and the lowest received. Carried.: [10, 149, 200, 195]
divider: [601, 528, 791, 529]
clerk-signature-name: N. H. POWER.: [140, 475, 196, 486]
notice-signer: GEORGE B. HARTRICK, Circuit Court Commissioner.: [465, 739, 592, 746]
run-dates: Sept. 6: [950, 1103, 966, 1110]
divider: [24, 505, 186, 506]
notice-signer: GEORGE B. HARTRICK, Circuit Court Commissioner.: [662, 390, 789, 397]
run-dates: Aug. 16—Nov. 8: [356, 93, 395, 100]
notice-heading: Philip S. Dickinson, Attorney, 2004 Penobscot Bldg.: [620, 272, 772, 280]
notice-signer: FRANCIS M. RYAN, Mortgagee.: [712, 975, 789, 982]
notice-number: 6013: [690, 281, 702, 288]
divider: [601, 774, 791, 775]
notice-body: Default having been made in the conditions of a certain mortgage made by Clifford S. Smith and Ruth Smith, his wife as his wife and in her individual right, both of the City of Royal Oak, County of Oakland and State of Michigan, to Detroit Trust Company, a corporation organized and existing under the laws of the State of Michigan, dated the Twenty-sixth day of January, A. D. 1927, and recorded in the office of the Register of Deeds for the County of Oakland, State of Michigan, on the First day of February, A. D. 1927, in Liber 458 of Mortgages, on page 289-92, on which said mortgage there is claimed to be due and unpaid at the date of this notice, for principal and interest and taxes and assessment paid by said mortgagee, the sum of Two Thousand Six Hundred Thirty-three and 60-100 Dollars ($2,633.60), and no suit or proceeding at law or in equity having been instituted to recover the debt secured by said mortgage or any part thereof. Now, therefore, by virtue of the power of sale contained in said mortgage and the statute in such case made and provided, notice is hereby given that on WEDNESDAY, THE TWELFTH DAY OF SEPTEMBER, A. D. 1928, at twelve o'clock noon (Eastern Standard Time), said mortgage will be foreclosed by a sale at public vendue to the highest bidder at the Southerly or Saginaw Street entrance to the Court House in the City of Pontiac, Oakland County, Michigan (that being the building in which the Circuit Court for the County of Oakland is held), of the premises described in said mortgage, or so much thereof as may be necessary to pay the amount due on said mortgage as aforesaid, with interest and legal costs, charges and expenses, including the attorney fee allowed by law, which premises are described as follows: The lands, premises and property situate in the Township of Royal Oak, County of Oakland and State of Michigan, described as follows, to-wit: Lot No. Five (5) of Owana Avenue Subdivision of part of the southeast ¼ of Section 35, Town 1 North, Range 11 East, according to the plat thereof as recorded in Liber 12 of Plats on page 53. Together with hereditaments and appurtenances thereof.: [975, 53, 1145, 251]
notice-body: Default having been made in the conditions of a certain mortgage made by Clifford S. Smith and Ruth Smith, both as his wife and in her individual right, both of the City of Royal Oak, County of Oakland and State of Michigan, to Detroit Trust Company, a corporation organized and existing under the laws of the State of Michigan, dated the Twenty-sixth day of January, A. D. 1927, and recorded in the office of the Register of Deeds for the County of Oakland, State of Michigan, on the First day of February, A. D. 1927, in Liber 458 of Mortgages, on page 286-89, on which said mortgage there is claimed to be due and unpaid at the date of this notice, for principal and interest and taxes and assessment paid by said mortgagee the sum of Two Thousand Six Hundred Ninety-three and 60-100 Dollars ($2,693.60), and no suit or proceeding at law or in equity having been instituted to recover the debt secured by said mortgage or any part thereof. Now, therefore, by virtue of the power of sale contained in said mortgage and the statute in such case made and provided, notice is hereby given that on WEDNESDAY, THE TWELFTH DAY OF SEPTEMBER, A. D. 1928, at twelve o'clock noon (Eastern Standard Time), said mortgage will be foreclosed by a sale at public vendue to the highest bidder at the Southerly or Saginaw Street entrance to the Court House in the City of Pontiac, Oakland County, Michigan (that being the building in which the Circuit Court for the County of Oakland is held), of the premises described in said mortgage, or so much thereof as may be necessary to pay the amount due on said mortgage as aforesaid, with interest and legal costs, charges and expenses, including the attorney fee allowed by law, which premises are described as follows: The lands, premises and property situate in the Township of Royal Oak, County of Oakland and State of Michigan, described as follows, to-wit: Lot No. Six (6) of Owana Avenue Subdivision of part of the southeast ¼ of Section 35, Town 1 North, Range 11 East, according to the plat thereof as recorded in Liber 12 of Plats on page 53. Together with hereditaments and appurtenances thereof.: [975, 592, 1145, 791]
